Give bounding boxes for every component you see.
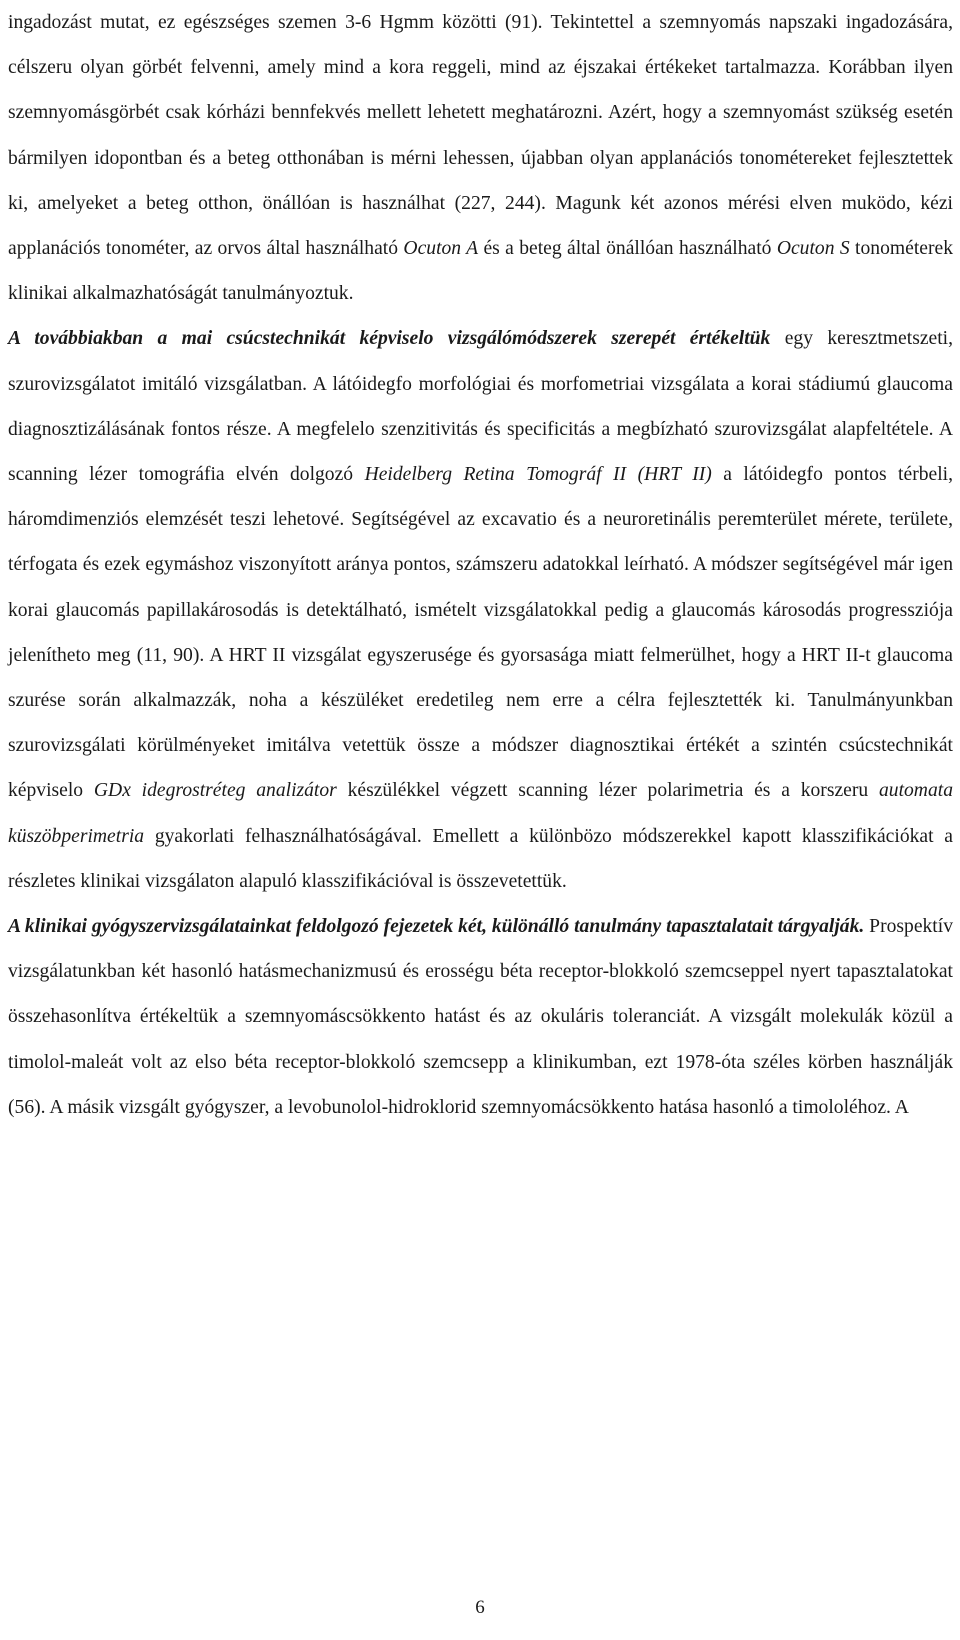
bold-italic-text-run: A továbbiakban a mai csúcstechnikát képviselo vizsgálómódszerek szerepét értékeltük bbox=[8, 328, 771, 350]
paragraph-drug-trials bbox=[8, 904, 953, 1130]
italic-text-run: automata küszöbperimetria bbox=[8, 780, 953, 847]
bold-italic-text-run: A klinikai gyógyszervizsgálatainkat feldolgozó fejezetek két, különálló tanulmány tapasztalatait tárgyalják. bbox=[8, 916, 865, 938]
italic-text-run: Heidelberg Retina Tomográf II (HRT II) bbox=[364, 464, 712, 486]
text-run: Prospektív vizsgálatunkban két hasonló hatásmechanizmusú és erosségu béta receptor-blokkoló szemcseppel nyert tapasztalatokat összehasonlítva értékeltük a szemnyomáscsökkento hatást és az okuláris toleranciát. A vizsgált molekulák közül a timolol-maleát volt az elso béta receptor-blokkoló szemcsepp a klinikumban, ezt 1978-óta széles körben használják (56). A másik vizsgált gyógyszer, a levobunolol-hidroklorid szemnyomácsökkento hatása hasonló a timololéhoz. A bbox=[8, 916, 953, 1118]
document-page bbox=[8, 0, 953, 1130]
italic-text-run: Ocuton S bbox=[776, 238, 850, 260]
page-number: 6 bbox=[475, 1597, 485, 1618]
paragraph-tonometry bbox=[8, 0, 953, 316]
text-run: tonométerek klinikai alkalmazhatóságát tanulmányoztuk. bbox=[8, 238, 953, 305]
text-run: egy keresztmetszeti, szurovizsgálatot imitáló vizsgálatban. A látóidegfo morfológiai és morfometriai vizsgálata a korai stádiumú glaucoma diagnosztizálásának fontos része. A megfelelo szenzitivitás és specificitás a megbízható szurovizsgálat alapfeltétele. A scanning lézer tomográfia elvén dolgozó bbox=[8, 328, 953, 486]
text-run: gyakorlati felhasználhatóságával. Emellett a különbözo módszerekkel kapott klasszifikációkat a részletes klinikai vizsgálaton alapuló klasszifikációval is összevetettük. bbox=[8, 825, 953, 892]
text-run: ingadozást mutat, ez egészséges szemen 3-6 Hgmm közötti (91). Tekintettel a szemnyomás napszaki ingadozására, célszeru olyan görbét felvenni, amely mind a kora reggeli, mind az éjszakai értékeket tartalmazza. Korábban ilyen szemnyomásgörbét csak kórházi bennfekvés mellett lehetett meghatározni. Azért, hogy a szemnyomást szükség esetén bármilyen idopontban és a beteg otthonában is mérni lehessen, újabban olyan applanációs tonométereket fejlesztettek ki, amelyeket a beteg otthon, önállóan is használhat (227, 244). Magunk két azonos mérési elven muködo, kézi applanációs tonométer, az orvos által használható bbox=[8, 12, 953, 260]
text-run: készülékkel végzett scanning lézer polarimetria és a korszeru bbox=[336, 780, 879, 802]
paragraph-imaging-methods bbox=[8, 316, 953, 904]
italic-text-run: GDx idegrostréteg analizátor bbox=[93, 780, 337, 802]
text-run: és a beteg által önállóan használható bbox=[478, 238, 777, 260]
text-run: a látóidegfo pontos térbeli, háromdimenziós elemzését teszi lehetové. Segítségével az excavatio és a neuroretinális peremterület mérete, területe, térfogata és ezek egymáshoz viszonyított aránya pontos, számszeru adatokkal leírható. A módszer segítségével már igen korai glaucomás papillakárosodás is detektálható, ismételt vizsgálatokkal pedig a glaucomás károsodás progressziója jelenítheto meg (11, 90). A HRT II vizsgálat egyszerusége és gyorsasága miatt felmerülhet, hogy a HRT II-t glaucoma szurése során alkalmazzák, noha a készüléket eredetileg nem erre a célra fejlesztették ki. Tanulmányunkban szurovizsgálati körülményeket imitálva vetettük össze a módszer diagnosztikai értékét a szintén csúcstechnikát képviselo bbox=[8, 464, 954, 802]
italic-text-run: Ocuton A bbox=[403, 238, 479, 260]
